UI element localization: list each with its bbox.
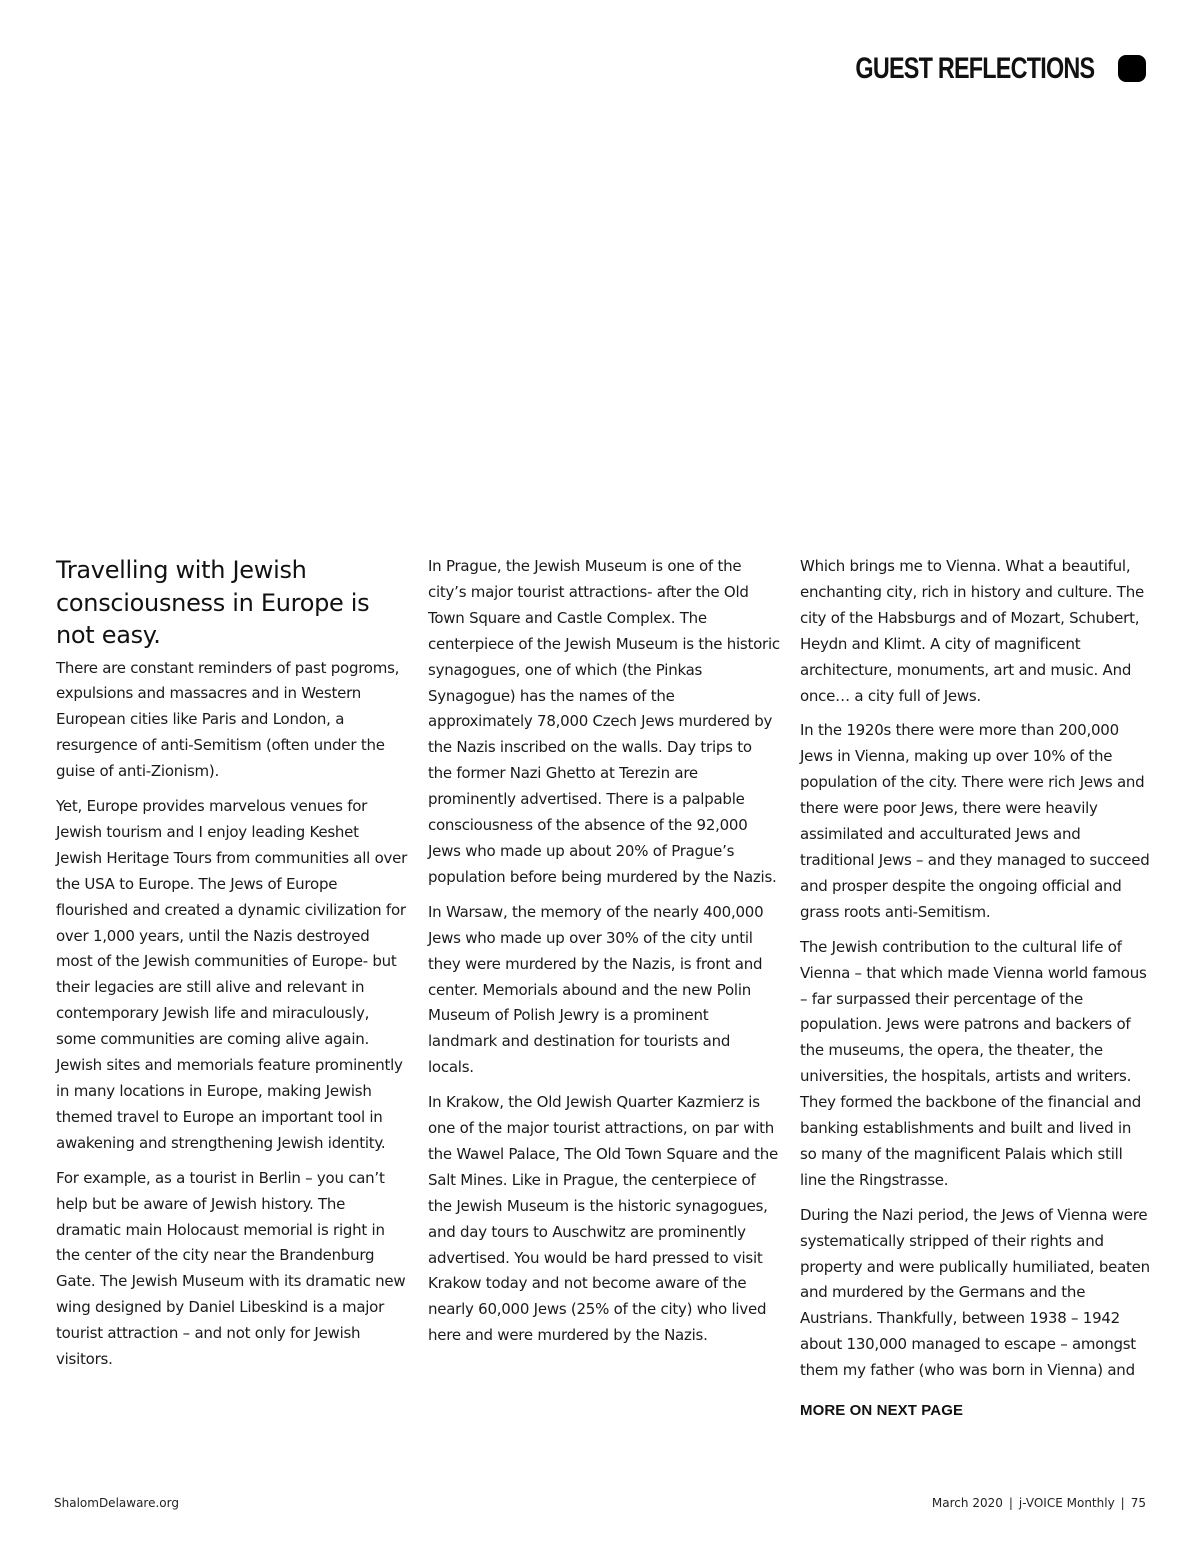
footer-issue-info: [932, 1496, 1146, 1510]
footer-page-number: 75: [1130, 1496, 1146, 1510]
section-label: GUEST REFLECTIONS: [855, 52, 1094, 85]
continued-label: MORE ON NEXT PAGE: [800, 1402, 964, 1420]
article-column-2: [428, 554, 780, 1358]
article-paragraph: In the 1920s there were more than 200,000 Jews in Vienna, making up over 10% of the population of the city. There were rich Jews and there were poor Jews, there were heavily assimilated and acculturated Jews and traditional Jews – and they managed to succeed and prosper despite the ongoing official and grass roots anti-Semitism.: [800, 721, 1150, 921]
article-paragraph: During the Nazi period, the Jews of Vienna were systematically stripped of their rights and property and were publically humiliated, beaten and murdered by the Germans and the Austrians. Thankfully, between 1938 – 1942 about 130,000 managed to escape – amongst them my father (who was born in Vienna) and: [800, 1205, 1150, 1380]
article-headline: Travelling with Jewish consciousness in Europe is not easy.: [56, 556, 370, 649]
article-paragraph: In Warsaw, the memory of the nearly 400,000 Jews who made up over 30% of the city until they were murdered by the Nazis, is front and center. Memorials abound and the new Polin Museum of Polish Jewry is a prominent landmark and destination for tourists and locals.: [428, 902, 764, 1077]
footer-website: ShalomDelaware.org: [54, 1496, 179, 1510]
article-paragraph: Yet, Europe provides marvelous venues for Jewish tourism and I enjoy leading Keshet Jewish Heritage Tours from communities all over the USA to Europe. The Jews of Europe flourished and created a dynamic civilization for over 1,000 years, until the Nazis destroyed most of the Jewish communities of Europe- but their legacies are still alive and relevant in contemporary Jewish life and miraculously, some communities are coming alive again. Jewish sites and memorials feature prominently in many locations in Europe, making Jewish themed travel to Europe an important tool in awakening and strengthening Jewish identity.: [56, 797, 408, 1152]
article-paragraph: For example, as a tourist in Berlin – you can’t help but be aware of Jewish history. The dramatic main Holocaust memorial is right in the center of the city near the Brandenburg Gate. The Jewish Museum with its dramatic new wing designed by Daniel Libeskind is a major tourist attraction – and not only for Jewish visitors.: [56, 1168, 406, 1369]
article-paragraph: Which brings me to Vienna. What a beautiful, enchanting city, rich in history and culture. The city of the Habsburgs and of Mozart, Schubert, Heydn and Klimt. A city of magnificent architecture, monuments, art and music. And once… a city full of Jews.: [800, 557, 1144, 705]
article-paragraph: There are constant reminders of past pogroms, expulsions and massacres and in Western European cities like Paris and London, a resurgence of anti-Semitism (often under the guise of anti-Zionism).: [56, 658, 400, 781]
article-paragraph: The Jewish contribution to the cultural life of Vienna – that which made Vienna world famous – far surpassed their percentage of the population. Jews were patrons and backers of the museums, the opera, the theater, the universities, the hospitals, artists and writers. They formed the backbone of the financial and banking establishments and built and lived in so many of the magnificent Palais which still line the Ringstrasse.: [800, 937, 1147, 1189]
footer-separator: |: [1120, 1496, 1125, 1510]
article-paragraph: In Prague, the Jewish Museum is one of the city’s major tourist attractions- after the Old Town Square and Castle Complex. The centerpiece of the Jewish Museum is the historic synagogues, one of which (the Pinkas Synagogue) has the names of the approximately 78,000 Czech Jews murdered by the Nazis inscribed on the walls. Day trips to the former Nazi Ghetto at Terezin are prominently advertised. There is a palpable consciousness of the absence of the 92,000 Jews who made up about 20% of Prague’s population before being murdered by the Nazis.: [428, 557, 780, 886]
footer-separator: |: [1008, 1496, 1013, 1510]
footer-publication: j-VOICE Monthly: [1018, 1496, 1115, 1510]
article-column-1: [56, 554, 408, 1382]
footer-issue-date: March 2020: [931, 1496, 1003, 1510]
section-marker: [1118, 55, 1146, 82]
article-paragraph: In Krakow, the Old Jewish Quarter Kazmierz is one of the major tourist attractions, on par with the Wawel Palace, The Old Town Square and the Salt Mines. Like in Prague, the centerpiece of the Jewish Museum is the historic synagogues, and day tours to Auschwitz are prominently advertised. You would be hard pressed to visit Krakow today and not become aware of the nearly 60,000 Jews (25% of the city) who lived here and were murdered by the Nazis.: [428, 1093, 779, 1345]
article-column-3: [800, 554, 1152, 1424]
